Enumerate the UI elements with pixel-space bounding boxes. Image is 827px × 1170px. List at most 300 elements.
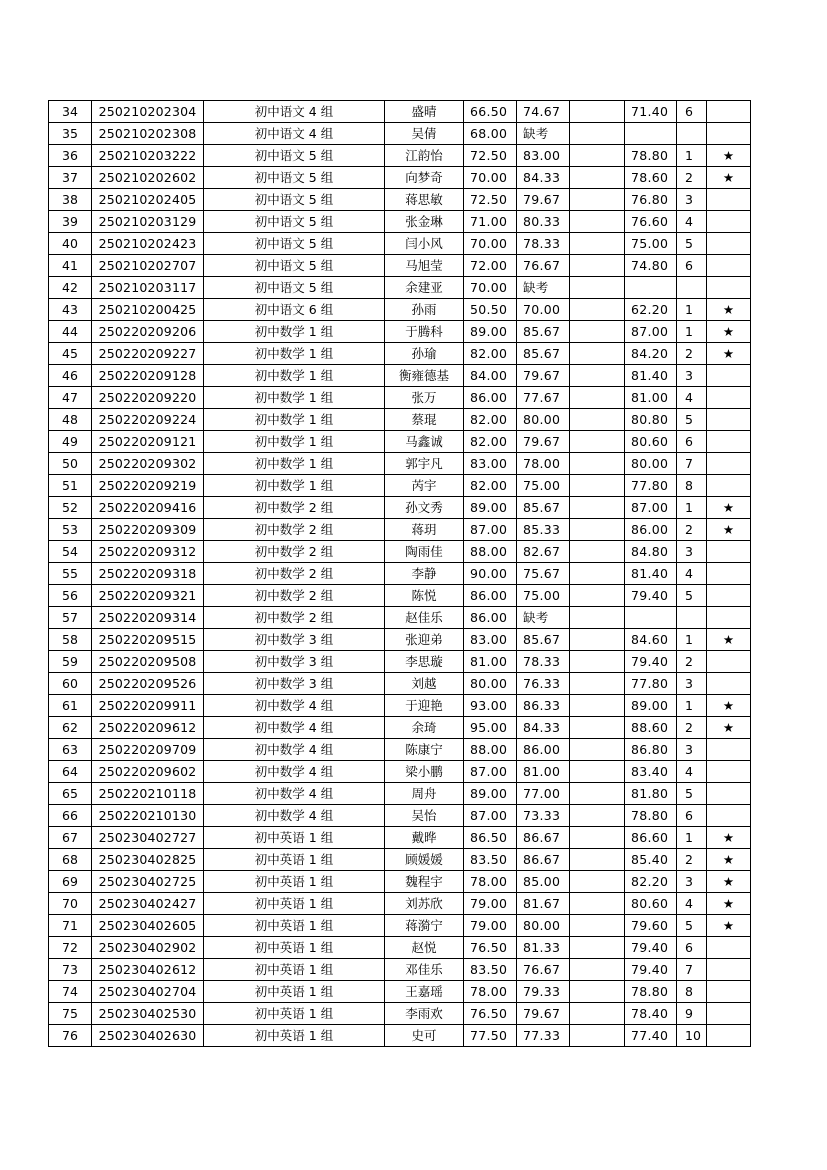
blank-cell <box>570 585 625 607</box>
blank-cell <box>570 893 625 915</box>
candidate-id-cell: 250220209227 <box>92 343 204 365</box>
candidate-name-cell: 郭宇凡 <box>385 453 464 475</box>
written-score-cell: 76.50 <box>464 937 517 959</box>
table-row <box>49 871 751 893</box>
candidate-name-cell: 赵佳乐 <box>385 607 464 629</box>
star-mark-icon <box>707 981 751 1003</box>
total-score-cell: 81.40 <box>625 365 677 387</box>
candidate-id-cell: 250210202304 <box>92 101 204 123</box>
candidate-name-cell: 李思璇 <box>385 651 464 673</box>
star-mark-icon <box>707 387 751 409</box>
blank-cell <box>570 805 625 827</box>
candidate-id-cell: 250220209302 <box>92 453 204 475</box>
interview-score-cell: 81.33 <box>517 937 570 959</box>
interview-score-cell: 70.00 <box>517 299 570 321</box>
candidate-id-cell: 250220209121 <box>92 431 204 453</box>
written-score-cell: 72.50 <box>464 189 517 211</box>
written-score-cell: 86.50 <box>464 827 517 849</box>
interview-score-cell: 77.67 <box>517 387 570 409</box>
table-row <box>49 827 751 849</box>
total-score-cell: 78.60 <box>625 167 677 189</box>
candidate-name-cell: 史可 <box>385 1025 464 1047</box>
blank-cell <box>570 871 625 893</box>
row-number-cell: 50 <box>49 453 92 475</box>
row-number-cell: 73 <box>49 959 92 981</box>
interview-score-cell: 缺考 <box>517 607 570 629</box>
blank-cell <box>570 343 625 365</box>
written-score-cell: 95.00 <box>464 717 517 739</box>
candidate-id-cell: 250220209321 <box>92 585 204 607</box>
total-score-cell: 81.00 <box>625 387 677 409</box>
table-row <box>49 365 751 387</box>
star-mark-icon: ★ <box>707 629 751 651</box>
candidate-name-cell: 吴倩 <box>385 123 464 145</box>
blank-cell <box>570 761 625 783</box>
table-row <box>49 255 751 277</box>
written-score-cell: 86.00 <box>464 607 517 629</box>
written-score-cell: 82.00 <box>464 431 517 453</box>
star-mark-icon: ★ <box>707 915 751 937</box>
row-number-cell: 37 <box>49 167 92 189</box>
group-cell: 初中数学 4 组 <box>204 761 385 783</box>
rank-cell: 4 <box>677 211 707 233</box>
star-mark-icon <box>707 585 751 607</box>
rank-cell: 7 <box>677 453 707 475</box>
candidate-name-cell: 蒋玥 <box>385 519 464 541</box>
rank-cell: 1 <box>677 321 707 343</box>
group-cell: 初中数学 4 组 <box>204 805 385 827</box>
group-cell: 初中英语 1 组 <box>204 937 385 959</box>
blank-cell <box>570 277 625 299</box>
total-score-cell: 86.80 <box>625 739 677 761</box>
candidate-name-cell: 王嘉瑶 <box>385 981 464 1003</box>
table-row <box>49 321 751 343</box>
blank-cell <box>570 1003 625 1025</box>
total-score-cell: 86.60 <box>625 827 677 849</box>
blank-cell <box>570 981 625 1003</box>
written-score-cell: 78.00 <box>464 981 517 1003</box>
candidate-id-cell: 250220210130 <box>92 805 204 827</box>
rank-cell: 2 <box>677 167 707 189</box>
row-number-cell: 68 <box>49 849 92 871</box>
group-cell: 初中数学 1 组 <box>204 475 385 497</box>
row-number-cell: 49 <box>49 431 92 453</box>
star-mark-icon <box>707 607 751 629</box>
written-score-cell: 84.00 <box>464 365 517 387</box>
group-cell: 初中语文 5 组 <box>204 189 385 211</box>
star-mark-icon <box>707 123 751 145</box>
rank-cell: 9 <box>677 1003 707 1025</box>
group-cell: 初中语文 5 组 <box>204 211 385 233</box>
interview-score-cell: 81.67 <box>517 893 570 915</box>
group-cell: 初中数学 3 组 <box>204 629 385 651</box>
rank-cell: 3 <box>677 739 707 761</box>
candidate-name-cell: 孙文秀 <box>385 497 464 519</box>
interview-score-cell: 79.33 <box>517 981 570 1003</box>
group-cell: 初中数学 2 组 <box>204 563 385 585</box>
candidate-id-cell: 250230402727 <box>92 827 204 849</box>
rank-cell: 5 <box>677 915 707 937</box>
candidate-id-cell: 250230402704 <box>92 981 204 1003</box>
group-cell: 初中语文 5 组 <box>204 255 385 277</box>
written-score-cell: 76.50 <box>464 1003 517 1025</box>
total-score-cell: 76.80 <box>625 189 677 211</box>
blank-cell <box>570 365 625 387</box>
rank-cell: 3 <box>677 871 707 893</box>
blank-cell <box>570 541 625 563</box>
blank-cell <box>570 519 625 541</box>
total-score-cell: 71.40 <box>625 101 677 123</box>
total-score-cell <box>625 277 677 299</box>
table-row <box>49 981 751 1003</box>
group-cell: 初中数学 1 组 <box>204 409 385 431</box>
star-mark-icon <box>707 475 751 497</box>
table-row <box>49 519 751 541</box>
rank-cell: 3 <box>677 541 707 563</box>
row-number-cell: 64 <box>49 761 92 783</box>
row-number-cell: 34 <box>49 101 92 123</box>
total-score-cell: 80.60 <box>625 893 677 915</box>
row-number-cell: 41 <box>49 255 92 277</box>
interview-score-cell: 86.67 <box>517 849 570 871</box>
row-number-cell: 36 <box>49 145 92 167</box>
blank-cell <box>570 607 625 629</box>
total-score-cell <box>625 607 677 629</box>
blank-cell <box>570 783 625 805</box>
interview-score-cell: 85.67 <box>517 321 570 343</box>
written-score-cell: 87.00 <box>464 761 517 783</box>
interview-score-cell: 83.00 <box>517 145 570 167</box>
row-number-cell: 72 <box>49 937 92 959</box>
written-score-cell: 90.00 <box>464 563 517 585</box>
group-cell: 初中英语 1 组 <box>204 959 385 981</box>
group-cell: 初中英语 1 组 <box>204 849 385 871</box>
candidate-id-cell: 250210200425 <box>92 299 204 321</box>
row-number-cell: 69 <box>49 871 92 893</box>
blank-cell <box>570 409 625 431</box>
star-mark-icon <box>707 409 751 431</box>
rank-cell: 1 <box>677 299 707 321</box>
interview-score-cell: 86.33 <box>517 695 570 717</box>
total-score-cell: 76.60 <box>625 211 677 233</box>
group-cell: 初中数学 2 组 <box>204 607 385 629</box>
total-score-cell: 85.40 <box>625 849 677 871</box>
rank-cell: 7 <box>677 959 707 981</box>
interview-score-cell: 75.00 <box>517 475 570 497</box>
candidate-id-cell: 250230402630 <box>92 1025 204 1047</box>
rank-cell: 1 <box>677 145 707 167</box>
blank-cell <box>570 937 625 959</box>
rank-cell: 2 <box>677 651 707 673</box>
written-score-cell: 68.00 <box>464 123 517 145</box>
written-score-cell: 83.00 <box>464 453 517 475</box>
star-mark-icon <box>707 189 751 211</box>
star-mark-icon <box>707 101 751 123</box>
written-score-cell: 89.00 <box>464 497 517 519</box>
total-score-cell: 75.00 <box>625 233 677 255</box>
rank-cell: 5 <box>677 783 707 805</box>
table-row <box>49 233 751 255</box>
star-mark-icon: ★ <box>707 519 751 541</box>
written-score-cell: 83.00 <box>464 629 517 651</box>
candidate-name-cell: 魏程宇 <box>385 871 464 893</box>
interview-score-cell: 84.33 <box>517 717 570 739</box>
star-mark-icon <box>707 563 751 585</box>
interview-score-cell: 78.33 <box>517 651 570 673</box>
row-number-cell: 46 <box>49 365 92 387</box>
candidate-name-cell: 衡雍德基 <box>385 365 464 387</box>
group-cell: 初中数学 4 组 <box>204 695 385 717</box>
interview-score-cell: 82.67 <box>517 541 570 563</box>
blank-cell <box>570 145 625 167</box>
candidate-name-cell: 张万 <box>385 387 464 409</box>
group-cell: 初中数学 1 组 <box>204 453 385 475</box>
table-row <box>49 167 751 189</box>
candidate-id-cell: 250230402825 <box>92 849 204 871</box>
candidate-name-cell: 戴晔 <box>385 827 464 849</box>
candidate-id-cell: 250220209515 <box>92 629 204 651</box>
written-score-cell: 50.50 <box>464 299 517 321</box>
total-score-cell: 79.40 <box>625 959 677 981</box>
blank-cell <box>570 915 625 937</box>
table-row <box>49 937 751 959</box>
written-score-cell: 70.00 <box>464 277 517 299</box>
group-cell: 初中语文 5 组 <box>204 277 385 299</box>
candidate-id-cell: 250210202308 <box>92 123 204 145</box>
group-cell: 初中语文 6 组 <box>204 299 385 321</box>
interview-score-cell: 80.00 <box>517 409 570 431</box>
candidate-id-cell: 250210203222 <box>92 145 204 167</box>
row-number-cell: 57 <box>49 607 92 629</box>
group-cell: 初中英语 1 组 <box>204 893 385 915</box>
written-score-cell: 72.00 <box>464 255 517 277</box>
group-cell: 初中语文 4 组 <box>204 123 385 145</box>
blank-cell <box>570 651 625 673</box>
blank-cell <box>570 101 625 123</box>
table-row <box>49 915 751 937</box>
interview-score-cell: 78.00 <box>517 453 570 475</box>
blank-cell <box>570 563 625 585</box>
blank-cell <box>570 211 625 233</box>
total-score-cell: 83.40 <box>625 761 677 783</box>
star-mark-icon <box>707 211 751 233</box>
written-score-cell: 70.00 <box>464 233 517 255</box>
rank-cell: 3 <box>677 189 707 211</box>
candidate-id-cell: 250230402427 <box>92 893 204 915</box>
table-row <box>49 497 751 519</box>
star-mark-icon <box>707 651 751 673</box>
candidate-id-cell: 250210202405 <box>92 189 204 211</box>
interview-score-cell: 76.67 <box>517 255 570 277</box>
interview-score-cell: 85.67 <box>517 629 570 651</box>
candidate-id-cell: 250220209508 <box>92 651 204 673</box>
candidate-id-cell: 250220209416 <box>92 497 204 519</box>
group-cell: 初中数学 1 组 <box>204 387 385 409</box>
written-score-cell: 86.00 <box>464 387 517 409</box>
candidate-name-cell: 盛晴 <box>385 101 464 123</box>
blank-cell <box>570 299 625 321</box>
blank-cell <box>570 475 625 497</box>
candidate-id-cell: 250210202602 <box>92 167 204 189</box>
rank-cell: 8 <box>677 475 707 497</box>
rank-cell: 4 <box>677 761 707 783</box>
candidate-name-cell: 余建亚 <box>385 277 464 299</box>
written-score-cell: 82.00 <box>464 475 517 497</box>
written-score-cell: 81.00 <box>464 651 517 673</box>
candidate-id-cell: 250220209206 <box>92 321 204 343</box>
candidate-id-cell: 250220209911 <box>92 695 204 717</box>
rank-cell: 2 <box>677 849 707 871</box>
group-cell: 初中数学 2 组 <box>204 585 385 607</box>
candidate-name-cell: 闫小风 <box>385 233 464 255</box>
table-row <box>49 1025 751 1047</box>
rank-cell: 2 <box>677 717 707 739</box>
rank-cell: 6 <box>677 937 707 959</box>
group-cell: 初中语文 5 组 <box>204 167 385 189</box>
table-row <box>49 629 751 651</box>
star-mark-icon <box>707 453 751 475</box>
group-cell: 初中语文 5 组 <box>204 145 385 167</box>
interview-score-cell: 74.67 <box>517 101 570 123</box>
written-score-cell: 78.00 <box>464 871 517 893</box>
table-row <box>49 541 751 563</box>
interview-score-cell: 80.33 <box>517 211 570 233</box>
total-score-cell: 78.80 <box>625 805 677 827</box>
rank-cell: 5 <box>677 585 707 607</box>
blank-cell <box>570 321 625 343</box>
total-score-cell: 80.60 <box>625 431 677 453</box>
star-mark-icon: ★ <box>707 145 751 167</box>
table-row <box>49 409 751 431</box>
total-score-cell: 79.40 <box>625 937 677 959</box>
interview-score-cell: 75.67 <box>517 563 570 585</box>
written-score-cell: 72.50 <box>464 145 517 167</box>
blank-cell <box>570 1025 625 1047</box>
candidate-name-cell: 李静 <box>385 563 464 585</box>
written-score-cell: 70.00 <box>464 167 517 189</box>
star-mark-icon: ★ <box>707 871 751 893</box>
interview-score-cell: 76.33 <box>517 673 570 695</box>
written-score-cell: 88.00 <box>464 739 517 761</box>
blank-cell <box>570 255 625 277</box>
table-row <box>49 849 751 871</box>
total-score-cell: 79.60 <box>625 915 677 937</box>
table-row <box>49 145 751 167</box>
candidate-name-cell: 向梦奇 <box>385 167 464 189</box>
total-score-cell: 77.80 <box>625 475 677 497</box>
candidate-id-cell: 250230402725 <box>92 871 204 893</box>
group-cell: 初中英语 1 组 <box>204 1025 385 1047</box>
candidate-name-cell: 陶雨佳 <box>385 541 464 563</box>
candidate-name-cell: 芮宇 <box>385 475 464 497</box>
written-score-cell: 86.00 <box>464 585 517 607</box>
star-mark-icon <box>707 673 751 695</box>
blank-cell <box>570 233 625 255</box>
candidate-name-cell: 马鑫诚 <box>385 431 464 453</box>
written-score-cell: 79.00 <box>464 915 517 937</box>
row-number-cell: 48 <box>49 409 92 431</box>
row-number-cell: 40 <box>49 233 92 255</box>
total-score-cell: 84.20 <box>625 343 677 365</box>
table-row <box>49 387 751 409</box>
written-score-cell: 79.00 <box>464 893 517 915</box>
table-row <box>49 783 751 805</box>
group-cell: 初中英语 1 组 <box>204 871 385 893</box>
rank-cell: 1 <box>677 695 707 717</box>
written-score-cell: 89.00 <box>464 783 517 805</box>
group-cell: 初中数学 1 组 <box>204 431 385 453</box>
group-cell: 初中数学 2 组 <box>204 519 385 541</box>
total-score-cell: 86.00 <box>625 519 677 541</box>
candidate-name-cell: 陈康宁 <box>385 739 464 761</box>
row-number-cell: 56 <box>49 585 92 607</box>
candidate-name-cell: 江韵怡 <box>385 145 464 167</box>
candidate-name-cell: 邓佳乐 <box>385 959 464 981</box>
star-mark-icon: ★ <box>707 849 751 871</box>
candidate-name-cell: 蔡琨 <box>385 409 464 431</box>
candidate-name-cell: 张迎弟 <box>385 629 464 651</box>
blank-cell <box>570 167 625 189</box>
row-number-cell: 53 <box>49 519 92 541</box>
table-row <box>49 805 751 827</box>
rank-cell: 4 <box>677 563 707 585</box>
star-mark-icon: ★ <box>707 717 751 739</box>
table-row <box>49 1003 751 1025</box>
row-number-cell: 43 <box>49 299 92 321</box>
group-cell: 初中数学 2 组 <box>204 541 385 563</box>
blank-cell <box>570 189 625 211</box>
total-score-cell: 62.20 <box>625 299 677 321</box>
candidate-id-cell: 250210203129 <box>92 211 204 233</box>
interview-score-cell: 85.67 <box>517 497 570 519</box>
table-row <box>49 453 751 475</box>
written-score-cell: 66.50 <box>464 101 517 123</box>
candidate-id-cell: 250220209526 <box>92 673 204 695</box>
rank-cell: 2 <box>677 343 707 365</box>
table-row <box>49 739 751 761</box>
total-score-cell: 79.40 <box>625 651 677 673</box>
group-cell: 初中数学 3 组 <box>204 651 385 673</box>
group-cell: 初中数学 1 组 <box>204 321 385 343</box>
row-number-cell: 45 <box>49 343 92 365</box>
row-number-cell: 61 <box>49 695 92 717</box>
table-row <box>49 299 751 321</box>
row-number-cell: 62 <box>49 717 92 739</box>
blank-cell <box>570 717 625 739</box>
star-mark-icon <box>707 277 751 299</box>
blank-cell <box>570 123 625 145</box>
rank-cell: 1 <box>677 629 707 651</box>
written-score-cell: 77.50 <box>464 1025 517 1047</box>
row-number-cell: 54 <box>49 541 92 563</box>
interview-score-cell: 缺考 <box>517 277 570 299</box>
written-score-cell: 87.00 <box>464 519 517 541</box>
candidate-name-cell: 孙雨 <box>385 299 464 321</box>
table-row <box>49 101 751 123</box>
row-number-cell: 51 <box>49 475 92 497</box>
blank-cell <box>570 629 625 651</box>
candidate-name-cell: 蒋思敏 <box>385 189 464 211</box>
interview-score-cell: 80.00 <box>517 915 570 937</box>
candidate-id-cell: 250210202423 <box>92 233 204 255</box>
candidate-name-cell: 梁小鹏 <box>385 761 464 783</box>
row-number-cell: 70 <box>49 893 92 915</box>
interview-score-cell: 81.00 <box>517 761 570 783</box>
candidate-id-cell: 250230402902 <box>92 937 204 959</box>
star-mark-icon <box>707 739 751 761</box>
candidate-id-cell: 250220209709 <box>92 739 204 761</box>
star-mark-icon <box>707 1003 751 1025</box>
